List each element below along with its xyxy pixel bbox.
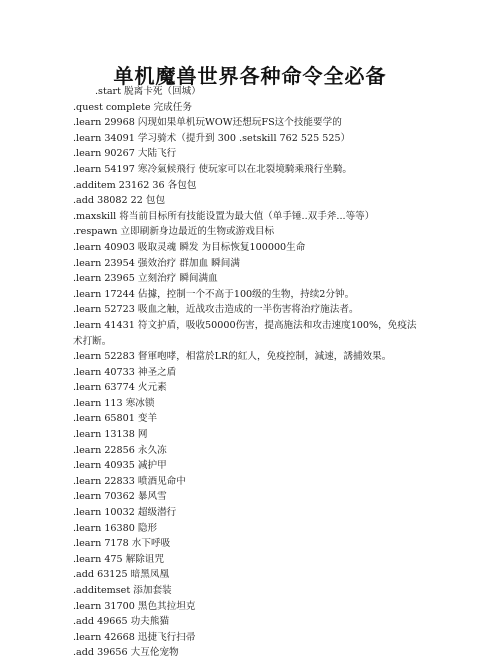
command-list [73,84,463,661]
command-line: .learn 40935 减护甲 [73,460,167,472]
command-line: .add 38082 22 包包 [73,195,166,207]
command-line: .learn 52283 督軍咆哮，相當於LR的紅人，免疫控制，減速，誘捕效果。 [73,351,392,363]
command-line: .learn 65801 变羊 [73,413,158,425]
command-line: .learn 40733 神圣之盾 [73,366,177,378]
command-line: .learn 16380 隐形 [73,522,158,534]
command-line: .learn 10032 超级潜行 [73,507,177,519]
command-line: .learn 54197 寒冷氣候飛行 使玩家可以在北裂境騎乘飛行坐騎。 [73,163,353,175]
command-line: .learn 41431 符文护盾，吸收50000伤害，提高施法和攻击速度100%，免疫法 [73,319,417,331]
command-line: .additem 23162 36 各包包 [73,179,197,191]
command-line: .learn 22856 永久冻 [73,444,167,456]
command-line: .add 63125 暗黑凤凰 [73,569,170,581]
command-line: .learn 40903 吸取灵魂 瞬发 为目标恢复100000生命 [73,241,306,253]
command-line: .learn 63774 火元素 [73,382,167,394]
document-title: 单机魔兽世界各种命令全必备 [113,64,387,88]
command-line: .additemset 添加套装 [73,585,172,596]
command-line: .learn 52723 吸血之触，近战攻击造成的一半伤害将治疗施法者。 [73,304,359,316]
command-line: .learn 90267 大陆飞行 [73,148,177,160]
command-line: .learn 42668 迅捷飞行扫帚 [73,631,196,643]
command-line: .learn 34091 学习骑术（提升到 300 .setskill 762 525 525） [73,132,351,144]
command-line: .respawn 立即刷新身边最近的生物或游戏目标 [73,226,275,238]
command-line: .learn 29968 闪现如果单机玩WOW还想玩FS这个技能要学的 [73,117,342,129]
command-line: .learn 22833 喷酒见命中 [73,475,186,487]
command-line: .learn 7178 水下呼吸 [73,538,171,550]
command-line: .learn 23965 立刻治疗 瞬间满血 [73,273,218,285]
command-line: .learn 31700 黑色其拉坦克 [73,600,196,612]
command-line: .maxskill 将当前目标所有技能设置为最大值（单手锤..双手斧...等等） [73,210,375,222]
command-line: .quest complete 完成任务 [73,101,192,113]
command-line: .learn 23954 强效治疗 群加血 瞬间满 [73,257,240,269]
command-line: .add 39656 大互伦宠物 [73,647,179,659]
command-line: .learn 113 寒冰锁 [73,397,155,409]
command-line: .learn 475 解除诅咒 [73,553,165,565]
command-line: .learn 70362 暴风雪 [73,491,167,503]
command-line: .start 脱离卡死（回城） [95,86,201,97]
command-line: .add 49665 功夫熊猫 [73,616,170,628]
command-line: .learn 17244 佔據，控制一个不高于100级的生物，持续2分钟。 [73,288,355,300]
command-line-continuation: 术打断。 [73,335,112,347]
command-line: .learn 13138 网 [73,429,148,441]
